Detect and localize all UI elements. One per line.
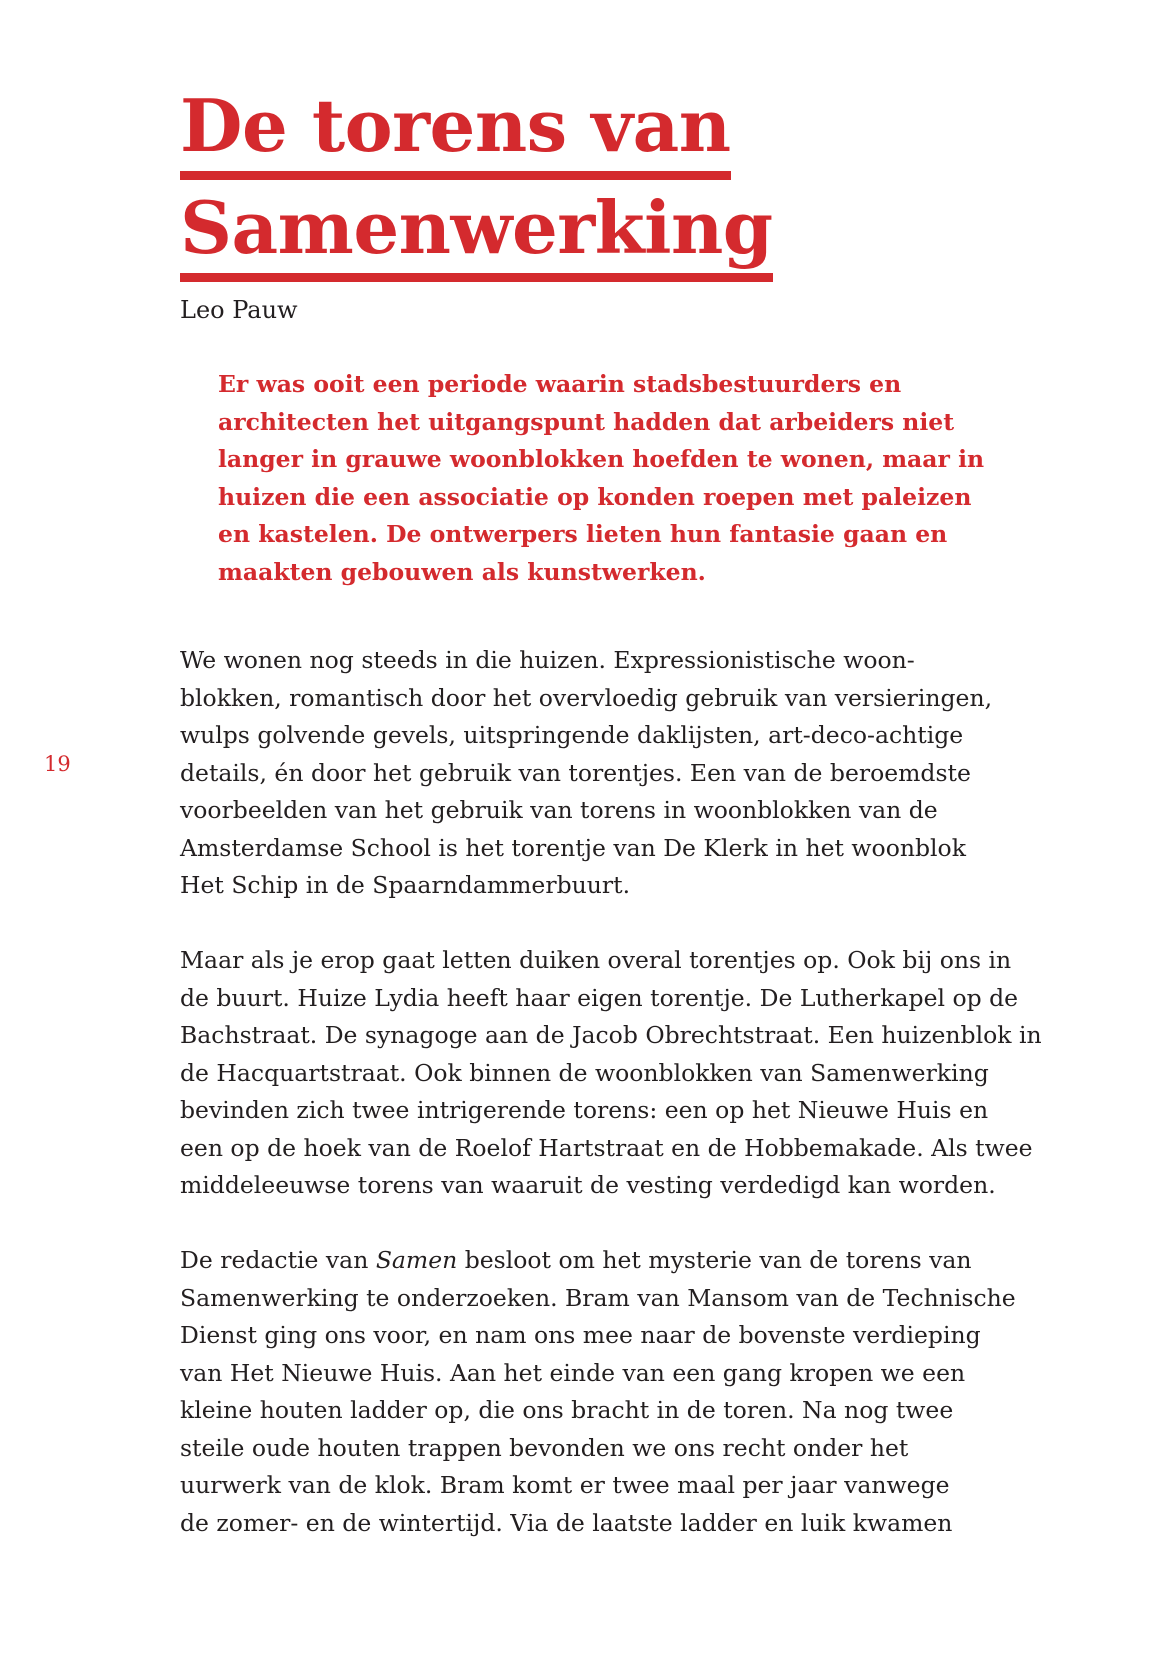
body-line: voorbeelden van het gebruik van torens in woonblokken van de: [180, 796, 938, 824]
body-line: de Hacquartstraat. Ook binnen de woonblokken van Samenwerking: [180, 1058, 989, 1087]
body-line: de buurt. Huize Lydia heeft haar eigen torentje. De Lutherkapel op de: [180, 983, 1019, 1012]
lead-line: en kastelen. De ontwerpers lieten hun fantasie gaan en: [218, 520, 948, 548]
lead-line: maakten gebouwen als kunstwerken.: [218, 557, 706, 586]
body-line: Amsterdamse School is het torentje van De Klerk in het woonblok: [180, 833, 966, 862]
body-line: kleine houten ladder op, die ons bracht in de toren. Na nog twee: [180, 1396, 954, 1424]
page-number: 19: [44, 752, 71, 776]
body-line: details, én door het gebruik van torentjes. Een van de beroemdste: [180, 758, 971, 787]
article-title: [180, 78, 773, 282]
lead-paragraph: [218, 366, 1018, 591]
body-line: wulps golvende gevels, uitspringende daklijsten, art-deco-achtige: [180, 721, 964, 749]
body-paragraph-3: [180, 1242, 1060, 1542]
lead-line: huizen die een associatie op konden roepen met paleizen: [218, 482, 972, 511]
body-paragraph-1: [180, 642, 1060, 905]
body-text: besloot om het mysterie van de torens van: [457, 1246, 972, 1274]
body-line: van Het Nieuwe Huis. Aan het einde van een gang kropen we een: [180, 1358, 966, 1387]
title-line-2: Samenwerking: [180, 180, 773, 282]
body-line: [180, 1242, 1060, 1280]
body-line: Het Schip in de Spaarndammerbuurt.: [180, 871, 631, 899]
body-line: steile oude houten trappen bevonden we ons recht onder het: [180, 1433, 909, 1462]
body-line: We wonen nog steeds in die huizen. Expressionistische woon-: [180, 646, 915, 674]
body-line: blokken, romantisch door het overvloedig gebruik van versieringen,: [180, 683, 993, 712]
magazine-name-italic: Samen: [375, 1246, 458, 1274]
body-line: een op de hoek van de Roelof Hartstraat en de Hobbemakade. Als twee: [180, 1133, 1033, 1162]
title-line-1: De torens van: [180, 78, 731, 180]
body-line: Samenwerking te onderzoeken. Bram van Mansom van de Technische: [180, 1283, 1016, 1312]
article-body: [180, 642, 1060, 1580]
body-paragraph-2: [180, 942, 1060, 1205]
body-line: uurwerk van de klok. Bram komt er twee maal per jaar vanwege: [180, 1471, 950, 1499]
lead-line: architecten het uitgangspunt hadden dat arbeiders niet: [218, 407, 955, 436]
body-line: Dienst ging ons voor, en nam ons mee naar de bovenste verdieping: [180, 1321, 981, 1349]
body-text: De redactie van: [180, 1246, 376, 1274]
body-line: middeleeuwse torens van waaruit de vesting verdedigd kan worden.: [180, 1171, 996, 1199]
body-line: de zomer- en de wintertijd. Via de laatste ladder en luik kwamen: [180, 1508, 953, 1537]
body-line: Bachstraat. De synagoge aan de Jacob Obrechtstraat. Een huizenblok in: [180, 1021, 1042, 1049]
lead-line: langer in grauwe woonblokken hoefden te wonen, maar in: [218, 445, 985, 473]
body-line: bevinden zich twee intrigerende torens: een op het Nieuwe Huis en: [180, 1096, 989, 1124]
author-byline: Leo Pauw: [180, 296, 298, 324]
body-line: Maar als je erop gaat letten duiken overal torentjes op. Ook bij ons in: [180, 946, 1012, 974]
lead-line: Er was ooit een periode waarin stadsbestuurders en: [218, 370, 902, 398]
